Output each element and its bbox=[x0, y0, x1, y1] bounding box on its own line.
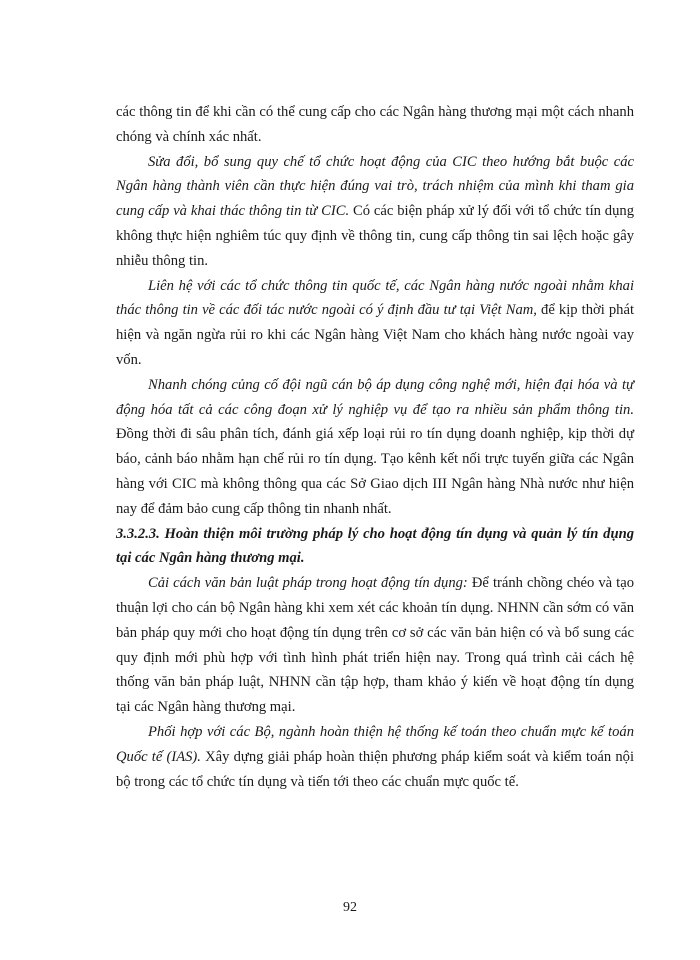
paragraph-text: các thông tin để khi cần có thể cung cấp cho các Ngân hàng thương mại một cách nhanh chóng và chính xác nhất. bbox=[116, 104, 634, 145]
paragraph-staff-technology bbox=[116, 373, 634, 522]
paragraph-accounting-standards bbox=[116, 720, 634, 794]
paragraph-italic-lead: Cải cách văn bản luật pháp trong hoạt động tín dụng: bbox=[148, 575, 468, 592]
paragraph-text: để kịp thời phát hiện và ngăn ngừa rủi ro khi các Ngân hàng Việt Nam cho khách hàng nước ngoài vay vốn. bbox=[116, 302, 634, 368]
section-heading: 3.3.2.3. Hoàn thiện môi trường pháp lý cho hoạt động tín dụng và quản lý tín dụng tại các Ngân hàng thương mại. bbox=[116, 525, 634, 567]
paragraph-text: Đồng thời đi sâu phân tích, đánh giá xếp loại rủi ro tín dụng doanh nghiệp, kịp thời dự báo, cảnh báo nhằm hạn chế rủi ro tín dụng. Tạo kênh kết nối trực tuyến giữa các Ngân hàng với CIC mà không thông qua các Sở Giao dịch III Ngân hàng Nhà nước như hiện nay để đảm bảo cung cấp thông tin nhanh nhất. bbox=[116, 426, 634, 517]
paragraph-continuation bbox=[116, 100, 634, 150]
page-body bbox=[116, 100, 634, 794]
paragraph-italic-lead: Liên hệ với các tổ chức thông tin quốc tế, các Ngân hàng nước ngoài nhằm khai thác thông tin về các đối tác nước ngoài có ý định đầu tư tại Việt Nam, bbox=[116, 277, 634, 319]
paragraph-text: Xây dựng giải pháp hoàn thiện phương pháp kiểm soát và kiểm toán nội bộ trong các tổ chức tín dụng và tiến tới theo các chuẩn mực quốc tế. bbox=[116, 748, 634, 790]
paragraph-cic-regulation bbox=[116, 150, 634, 274]
paragraph-italic-lead: Phối hợp với các Bộ, ngành hoàn thiện hệ thống kế toán theo chuẩn mực kế toán Quốc tế (IAS). bbox=[116, 723, 634, 765]
paragraph-international-contact bbox=[116, 274, 634, 373]
paragraph-text: Để tránh chồng chéo và tạo thuận lợi cho cán bộ Ngân hàng khi xem xét các khoản tín dụng. NHNN cần sớm có văn bản pháp quy mới cho hoạt động tín dụng trên cơ sở các văn bản hiện có và bổ sung các quy định mới phù hợp với tình hình phát triển hiện nay. Trong quá trình cải cách hệ thống văn bản pháp luật, NHNN cần tập hợp, tham khảo ý kiến về hoạt động tín dụng tại các Ngân hàng thương mại. bbox=[116, 575, 634, 716]
paragraph-legal-reform bbox=[116, 571, 634, 720]
paragraph-text: Có các biện pháp xử lý đối với tổ chức tín dụng không thực hiện nghiêm túc quy định về thông tin, cung cấp thông tin sai lệch hoặc gây nhiễu thông tin. bbox=[116, 203, 634, 269]
paragraph-italic-lead: Nhanh chóng củng cố đội ngũ cán bộ áp dụng công nghệ mới, hiện đại hóa và tự động hóa tất cả các công đoạn xử lý nghiệp vụ để tạo ra nhiều sản phẩm thông tin. bbox=[116, 376, 634, 418]
paragraph-italic-lead: Sửa đổi, bổ sung quy chế tổ chức hoạt động của CIC theo hướng bắt buộc các Ngân hàng thành viên cần thực hiện đúng vai trò, trách nhiệm của mình khi tham gia cung cấp và khai thác thông tin từ CIC. bbox=[116, 153, 634, 220]
page-number: 92 bbox=[343, 900, 357, 915]
